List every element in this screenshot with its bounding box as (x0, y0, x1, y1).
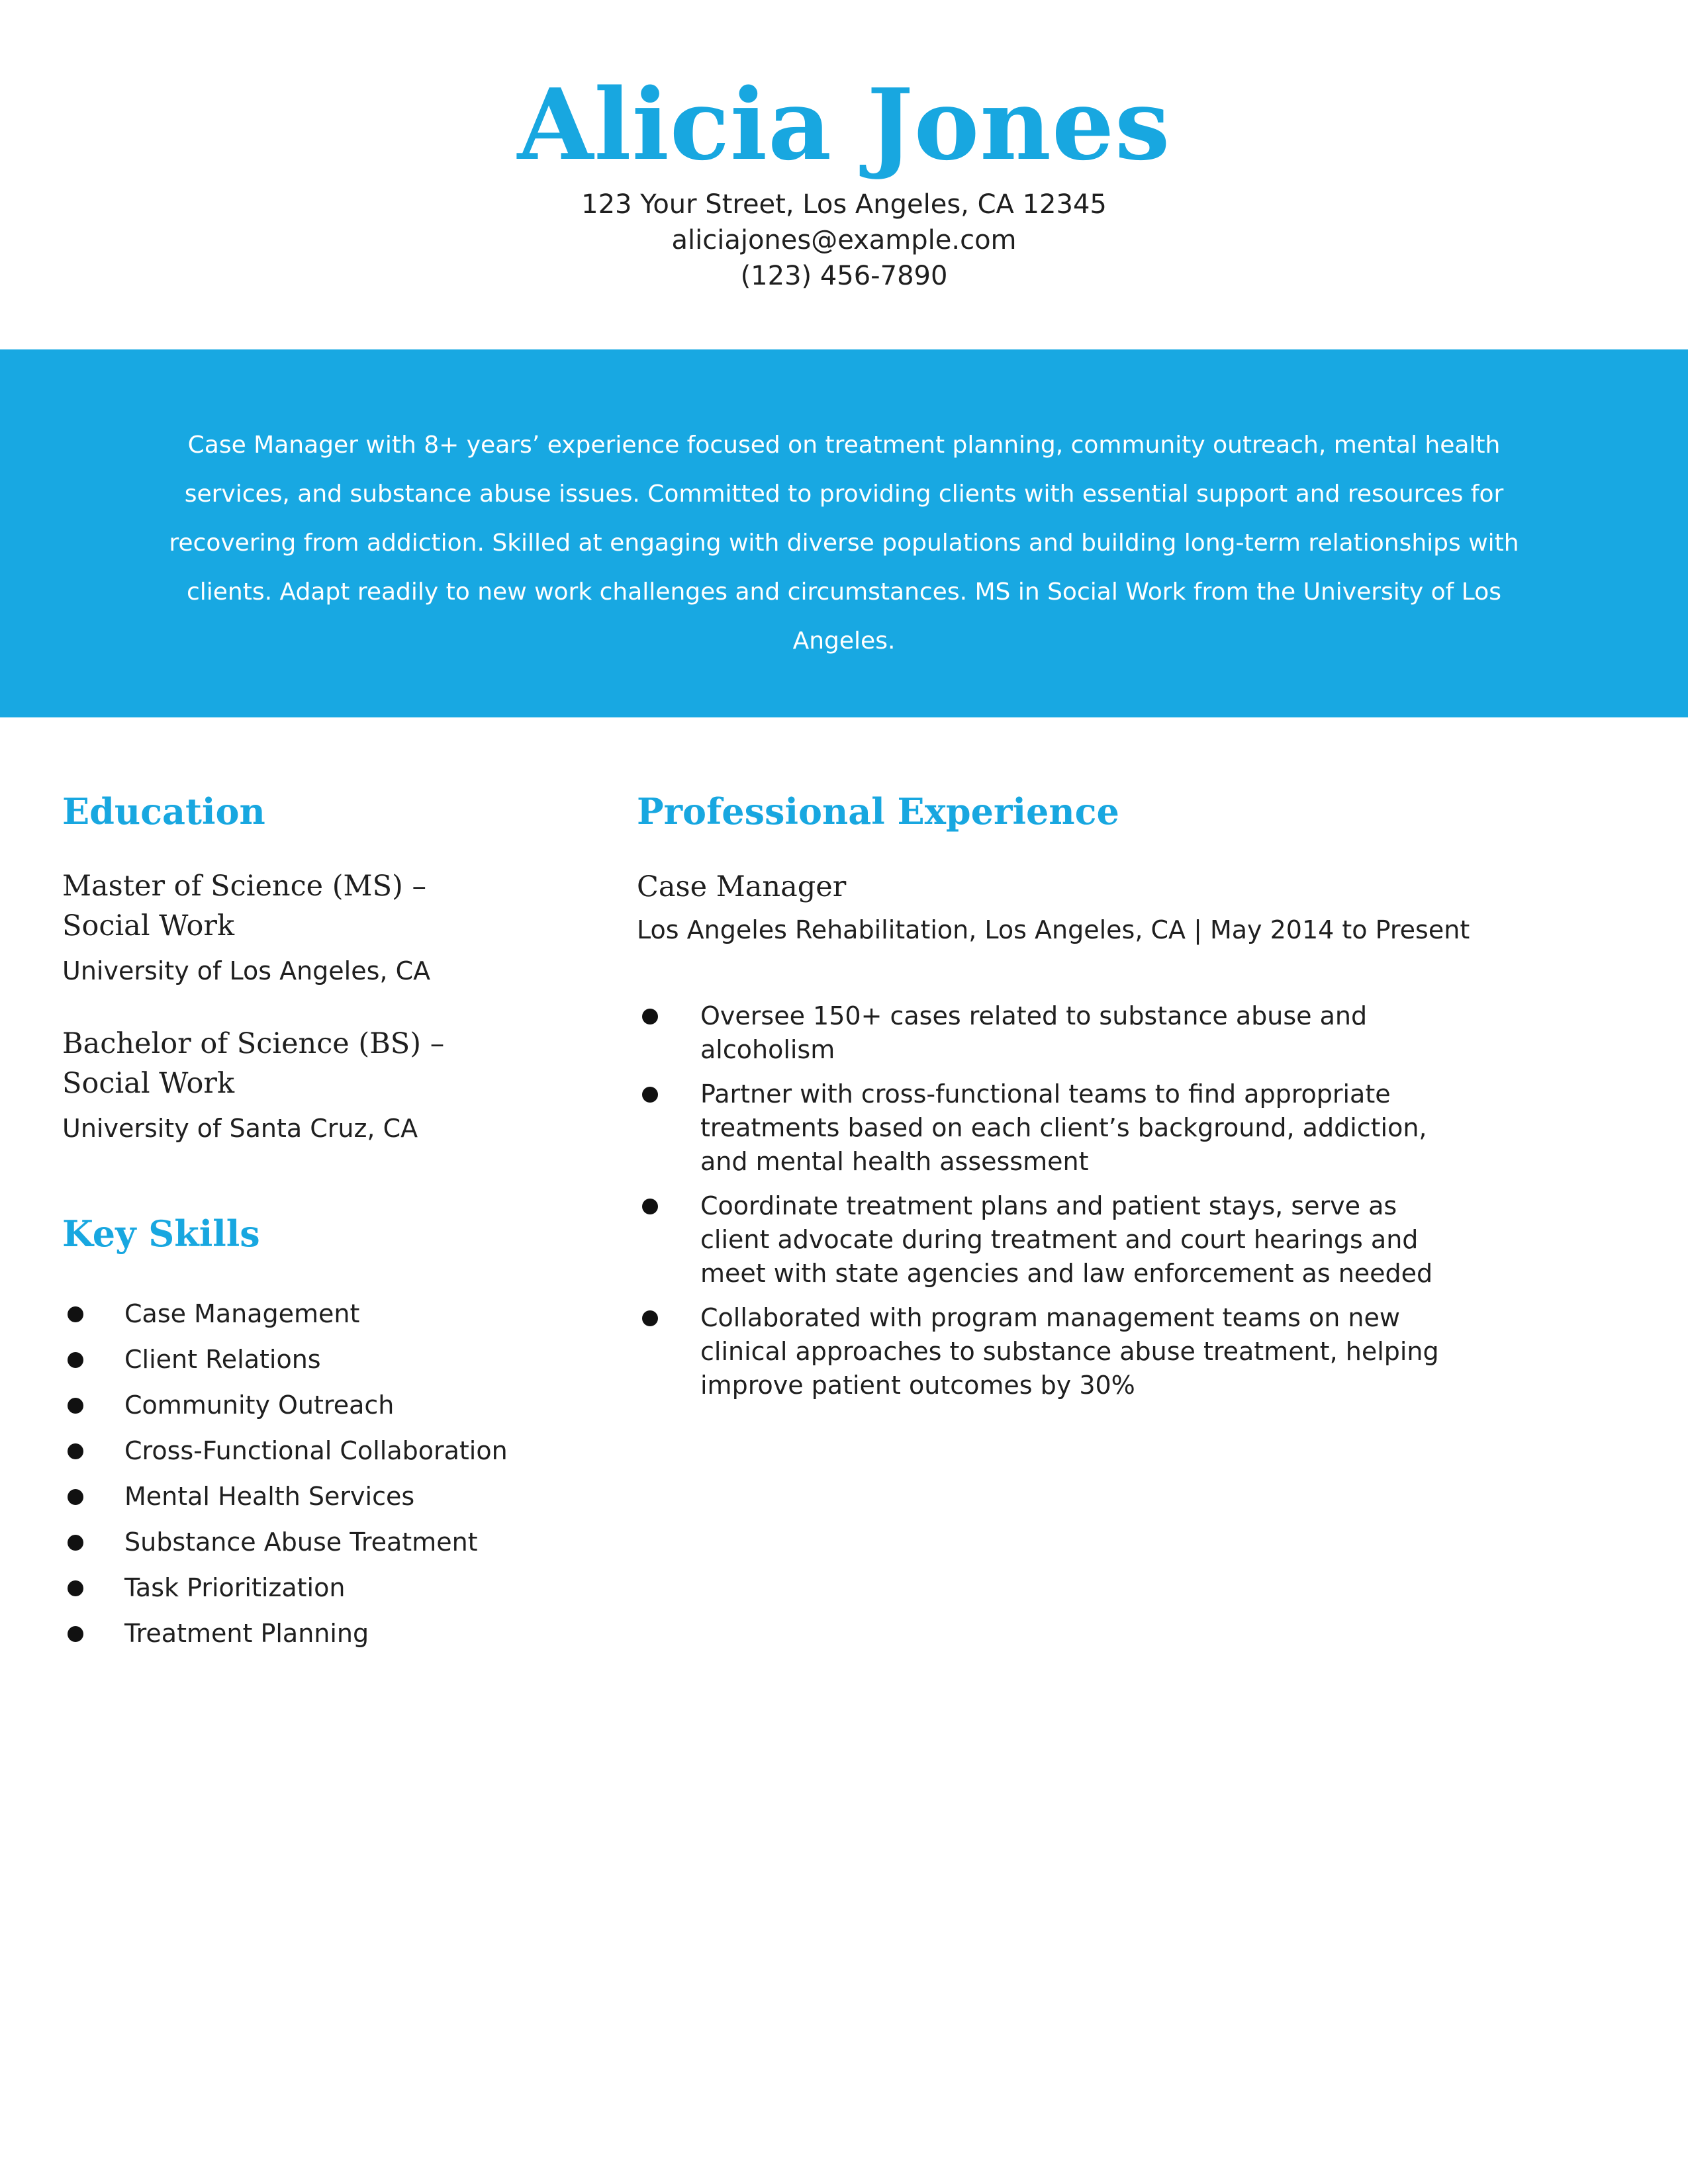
education-school: University of Los Angeles, CA (62, 956, 431, 985)
skill-item (62, 1343, 565, 1388)
duty-item (637, 1301, 1471, 1402)
bullet-icon (68, 1398, 83, 1414)
duty-text: Oversee 150+ cases related to substance abuse and alcoholism (700, 1001, 1368, 1064)
resume-header (0, 0, 1688, 349)
contact-phone: (123) 456-7890 (740, 261, 948, 291)
skill-item (62, 1297, 565, 1343)
skill-label: Substance Abuse Treatment (124, 1527, 478, 1557)
duty-item (637, 1077, 1471, 1179)
job-meta: Los Angeles Rehabilitation, Los Angeles, CA | May 2014 to Present (637, 915, 1470, 944)
skills-heading: Key Skills (62, 1212, 260, 1255)
experience-heading: Professional Experience (637, 790, 1119, 833)
skill-label: Treatment Planning (124, 1619, 369, 1648)
contact-email: aliciajones@example.com (671, 225, 1017, 255)
bullet-icon (68, 1626, 83, 1642)
duty-text: Coordinate treatment plans and patient stays, serve as client advocate during treatment and court hearings and meet with state agencies and law enforcement as needed (700, 1191, 1433, 1288)
bullet-icon (68, 1580, 83, 1596)
duty-text: Partner with cross-functional teams to find appropriate treatments based on each client’s background, addiction, and mental health assessment (700, 1079, 1427, 1176)
bullet-icon (68, 1352, 83, 1368)
education-degree: Bachelor of Science (BS) – Social Work (62, 1027, 445, 1100)
bullet-icon (68, 1443, 83, 1459)
skill-item (62, 1571, 565, 1617)
education-degree: Master of Science (MS) – Social Work (62, 870, 426, 942)
skill-item (62, 1617, 565, 1662)
duty-text: Collaborated with program management teams on new clinical approaches to substance abuse treatment, helping improve patient outcomes by 30% (700, 1303, 1439, 1400)
duty-item (637, 1189, 1471, 1291)
contact-address: 123 Your Street, Los Angeles, CA 12345 (581, 189, 1107, 220)
skill-label: Client Relations (124, 1345, 321, 1374)
bullet-icon (642, 1087, 658, 1103)
summary-text: Case Manager with 8+ years’ experience focused on treatment planning, community outreach, mental health services, and substance abuse issues. Committed to providing clients with essential support and resources for recovering from addiction. Skilled at engaging with diverse populations and building long-term relationships with clients. Adapt readily to new work challenges and circumstances. MS in Social Work from the University of Los Angeles. (169, 432, 1519, 655)
education-school: University of Santa Cruz, CA (62, 1114, 418, 1143)
bullet-icon (642, 1199, 658, 1214)
job-title: Case Manager (637, 870, 847, 903)
skill-item (62, 1525, 565, 1571)
education-heading: Education (62, 790, 265, 833)
duty-item (637, 999, 1471, 1067)
bullet-icon (68, 1306, 83, 1322)
bullet-icon (642, 1009, 658, 1024)
skill-item (62, 1388, 565, 1434)
skill-label: Task Prioritization (124, 1573, 346, 1602)
skill-label: Mental Health Services (124, 1482, 415, 1511)
job-duties-list (637, 999, 1471, 1413)
bullet-icon (68, 1489, 83, 1505)
skill-item (62, 1480, 565, 1525)
candidate-name: Alicia Jones (517, 67, 1171, 182)
skill-label: Cross-Functional Collaboration (124, 1436, 508, 1465)
skill-label: Community Outreach (124, 1390, 395, 1420)
bullet-icon (642, 1310, 658, 1326)
contact-info (0, 187, 1688, 294)
summary-banner (0, 349, 1688, 717)
skill-label: Case Management (124, 1299, 360, 1328)
bullet-icon (68, 1535, 83, 1551)
skills-list (62, 1297, 565, 1662)
skill-item (62, 1434, 565, 1480)
